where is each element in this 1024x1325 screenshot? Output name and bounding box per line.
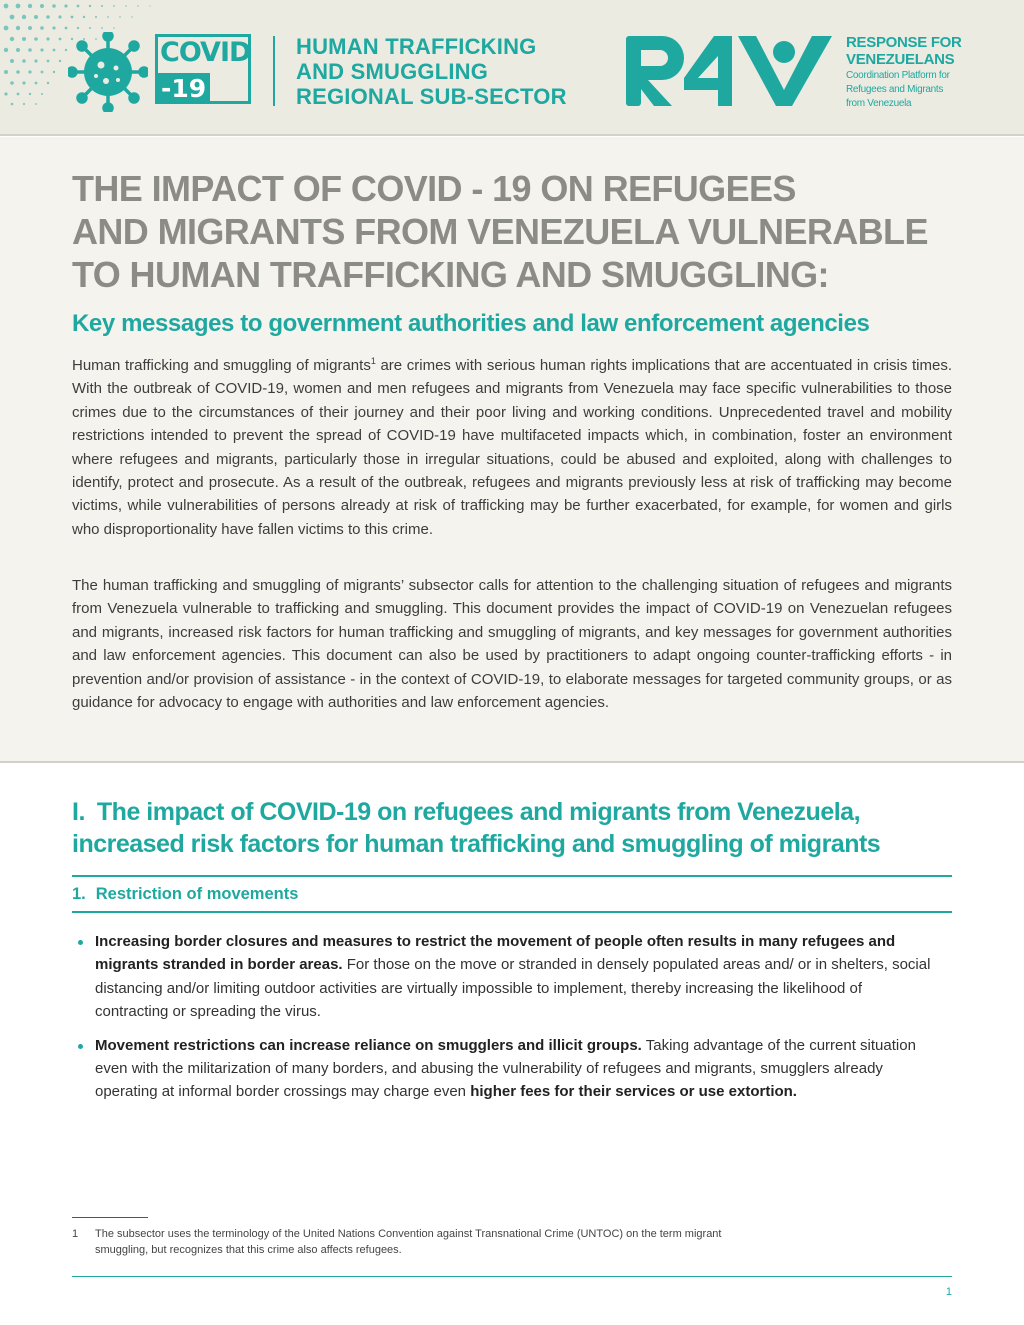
r4v-title-line1: RESPONSE FOR: [846, 34, 962, 51]
r4v-wordmark: [846, 34, 1016, 110]
r4v-logo: [626, 34, 834, 108]
r4v-sub-line1: Coordination Platform for: [846, 70, 950, 81]
title-line1: THE IMPACT OF COVID - 19 ON REFUGEES: [72, 168, 796, 209]
title-line3: TO HUMAN TRAFFICKING AND SMUGGLING:: [72, 254, 829, 295]
bullet-list: [72, 930, 932, 1114]
covid-badge-line1: COVID: [160, 37, 251, 68]
page-number: 1: [945, 1286, 952, 1298]
bullet-text: Taking advantage of the current situation even with the militarization of many borders, and abusing the vulnerability of refugees and migrants, smugglers already operating at informal border crossings may charge even: [95, 1036, 916, 1101]
title-line2: AND MIGRANTS FROM VENEZUELA VULNERABLE: [72, 211, 928, 252]
virus-icon: [68, 32, 148, 112]
list-item: [72, 1034, 932, 1104]
footnote-rule: [72, 1217, 148, 1218]
r4v-sub-line3: from Venezuela: [846, 98, 912, 109]
section-title-line1: The impact of COVID-19 on refugees and migrants from Venezuela,: [96, 798, 861, 826]
r4v-sub-line2: Refugees and Migrants: [846, 84, 944, 95]
subsector-title: [296, 34, 576, 109]
header-divider: [273, 36, 275, 106]
intro-p1-start: Human trafficking and smuggling of migrants: [72, 357, 371, 374]
footnote: [72, 1226, 772, 1258]
bullet-text: For those on the move or stranded in densely populated areas and/ or in shelters, social distancing and/or limiting outdoor activities are virtually impossible to implement, thereby increasing the likelihood of contracting or spreading the virus.: [95, 956, 931, 1021]
bullet-icon: [78, 940, 83, 945]
list-item: [72, 930, 932, 1024]
intro-paragraph-1: [72, 354, 952, 541]
subsection-label: Restriction of movements: [95, 885, 299, 903]
subsector-line3: REGIONAL SUB-SECTOR: [296, 84, 567, 109]
footnote-number: 1: [72, 1228, 79, 1240]
footer-rule: [72, 1276, 952, 1277]
subsection-number: 1.: [72, 885, 86, 903]
header-band: [0, 0, 1024, 136]
document-title: [72, 167, 952, 296]
r4v-title-line2: VENEZUELANS: [846, 51, 955, 68]
covid-badge-line2: -19: [158, 73, 210, 104]
footnote-text: The subsector uses the terminology of the United Nations Convention against Transnational Crime (UNTOC) on the term migrant smuggling, but recognizes that this crime also affects refugees.: [95, 1228, 722, 1256]
section-title: [72, 796, 952, 860]
bullet-bold-end: higher fees for their services or use extortion.: [470, 1083, 797, 1101]
covid-19-badge: [155, 34, 251, 104]
intro-band: [0, 137, 1024, 763]
subsector-line2: AND SMUGGLING: [296, 59, 489, 84]
section-number: I.: [72, 798, 85, 826]
intro-p1-rest: are crimes with serious human rights implications that are accentuated in crisis times. With the outbreak of COVID-19, women and men refugees and migrants from Venezuela may face specific vulnerabilities to those crimes due to the circumstances of their journey and their poor living and working conditions. Unprecedented travel and mobility restrictions intended to prevent the spread of COVID-19 have multifaceted impacts which, in combination, foster an environment where refugees and migrants, particularly those in irregular situations, could be abused and exploited, along with challenges to identify, protect and prosecute. As a result of the outbreak, refugees and migrants previously less at risk of trafficking may become victims, while vulnerabilities of persons already at risk of trafficking may be further exacerbated, for example, for women and girls who disproportionality have fallen victims to this crime.: [72, 357, 952, 538]
intro-paragraph-2: The human trafficking and smuggling of migrants’ subsector calls for attention to the challenging situation of refugees and migrants from Venezuela vulnerable to trafficking and smuggling. This document provides the impact of COVID-19 on Venezuelan refugees and migrants, increased risk factors for human trafficking and smuggling of migrants, and key messages for government authorities and law enforcement agencies. This document can also be used by practitioners to adapt ongoing counter-trafficking efforts - in prevention and/or provision of assistance - in the context of COVID-19, to elaborate messages for targeted community groups, or as guidance for advocacy to engage with authorities and law enforcement agencies.: [72, 577, 952, 712]
section-title-line2: increased risk factors for human trafficking and smuggling of migrants: [72, 830, 881, 858]
bullet-icon: [78, 1044, 83, 1049]
subsection-rule-bottom: [72, 911, 952, 913]
key-messages-heading: Key messages to government authorities and law enforcement agencies: [72, 310, 870, 337]
footnote-ref-1[interactable]: 1: [370, 356, 376, 366]
bullet-bold-text: Movement restrictions can increase reliance on smugglers and illicit groups.: [95, 1036, 642, 1054]
bullet-bold-text: Increasing border closures and measures to restrict the movement of people often results in many refugees and migrants stranded in border areas.: [95, 933, 896, 974]
subsection-title: [72, 883, 952, 905]
subsection-rule-top: [72, 875, 952, 877]
subsector-line1: HUMAN TRAFFICKING: [296, 34, 537, 59]
